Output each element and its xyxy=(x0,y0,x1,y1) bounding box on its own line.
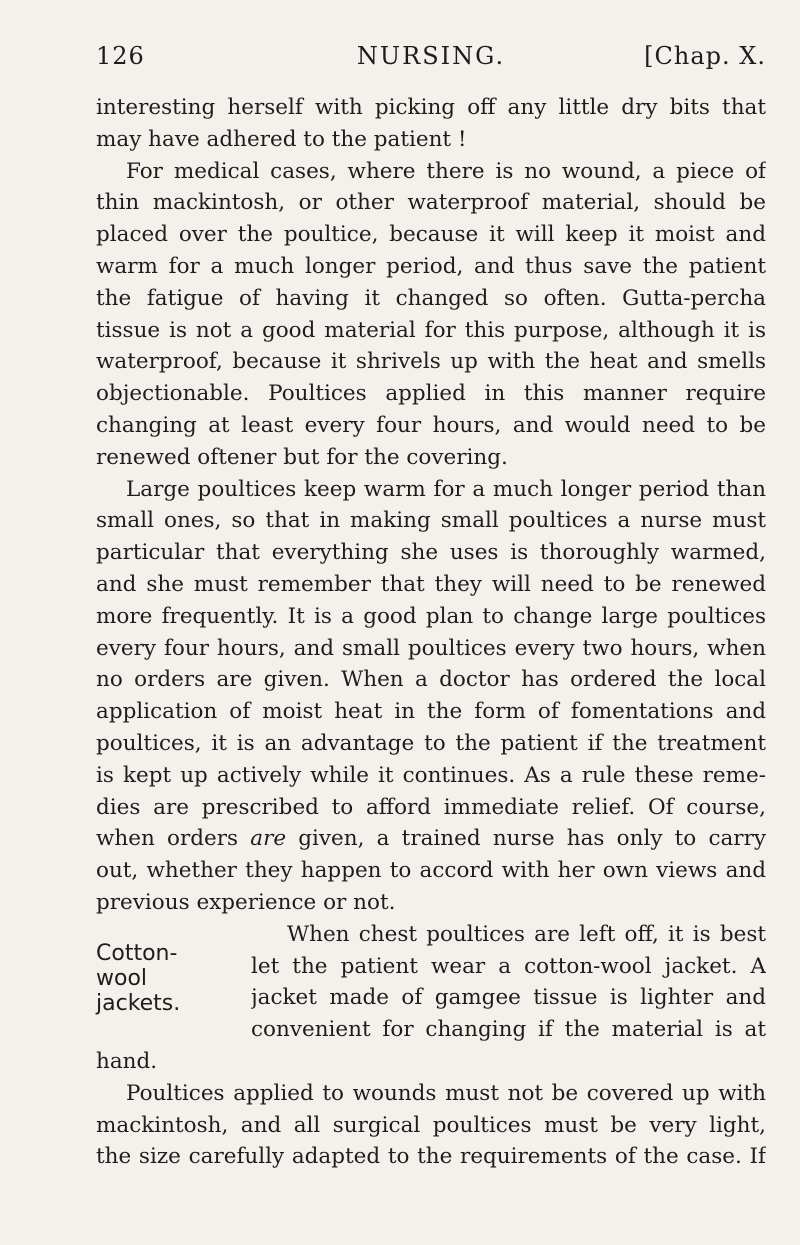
text-line: and she must remember that they will need to be renewed xyxy=(96,571,766,597)
text-line: warm for a much longer period, and thus save the patient xyxy=(96,253,766,279)
running-header xyxy=(96,42,766,82)
text-line: every four hours, and small poultices every two hours, when xyxy=(96,635,766,661)
text-line: interesting herself with picking off any little dry bits that xyxy=(96,95,766,120)
text-line: changing at least every four hours, and would need to be xyxy=(96,412,766,438)
text-line: poultices, it is an advantage to the patient if the treatment xyxy=(96,730,766,756)
text-line: out, whether they happen to accord with her own views and xyxy=(96,858,766,884)
text-line: particular that everything she uses is thoroughly warmed, xyxy=(96,540,766,566)
margin-paragraph xyxy=(251,919,766,1046)
text-line: convenient for changing if the material is at xyxy=(251,1017,766,1043)
margin-note-line: jackets. xyxy=(96,990,181,1016)
margin-note xyxy=(96,941,211,1016)
page-number: 126 xyxy=(96,42,145,70)
text-line: the size carefully adapted to the requirements of the case. If xyxy=(96,1144,766,1170)
text-line xyxy=(96,823,766,855)
text-line: thin mackintosh, or other waterproof material, should be xyxy=(96,190,766,216)
paragraph-2 xyxy=(96,156,766,474)
text-line: let the patient wear a cotton-wool jacket. A xyxy=(251,953,766,979)
text-line: Poultices applied to wounds must not be covered up with xyxy=(126,1080,766,1106)
text-line: When chest poultices are left off, it is best xyxy=(287,921,766,947)
paragraph-5 xyxy=(96,1078,766,1173)
text-line: renewed oftener but for the covering. xyxy=(96,444,508,470)
margin-note-line: Cotton- xyxy=(96,940,178,966)
text-line: the fatigue of having it changed so often. Gutta-percha xyxy=(96,285,766,311)
text-line: For medical cases, where there is no wound, a piece of xyxy=(126,158,766,184)
text-run: given, a trained nurse has only to carry xyxy=(298,826,766,852)
text-line: tissue is not a good material for this purpose, although it is xyxy=(96,317,766,343)
text-line: dies are prescribed to afford immediate relief. Of course, xyxy=(96,794,766,820)
text-line: application of moist heat in the form of fomentations and xyxy=(96,699,766,725)
paragraph-4 xyxy=(96,919,766,1078)
text-line: more frequently. It is a good plan to change large poultices xyxy=(96,603,766,629)
body-text xyxy=(96,92,766,1173)
text-line: hand. xyxy=(96,1048,158,1074)
chapter-label: [Chap. X. xyxy=(644,42,766,70)
text-line: Large poultices keep warm for a much longer period than xyxy=(126,476,766,502)
text-line: jacket made of gamgee tissue is lighter and xyxy=(251,985,766,1011)
text-line: mackintosh, and all surgical poultices must be very light, xyxy=(96,1112,766,1138)
running-title: NURSING. xyxy=(356,42,506,70)
margin-note-line: wool xyxy=(96,965,148,991)
text-line: placed over the poultice, because it will keep it moist and xyxy=(96,222,766,248)
text-line: no orders are given. When a doctor has ordered the local xyxy=(96,667,766,693)
text-line: may have adhered to the patient ! xyxy=(96,126,467,152)
text-line: is kept up actively while it continues. As a rule these reme- xyxy=(96,762,766,788)
paragraph-3 xyxy=(96,474,766,919)
paragraph-1 xyxy=(96,92,766,156)
text-line: objectionable. Poultices applied in this manner require xyxy=(96,381,766,407)
text-line: previous experience or not. xyxy=(96,889,396,915)
italic-word: are xyxy=(250,826,287,852)
text-run: when orders xyxy=(96,826,251,852)
text-line: waterproof, because it shrivels up with the heat and smells xyxy=(96,349,766,375)
text-line: small ones, so that in making small poultices a nurse must xyxy=(96,508,766,534)
